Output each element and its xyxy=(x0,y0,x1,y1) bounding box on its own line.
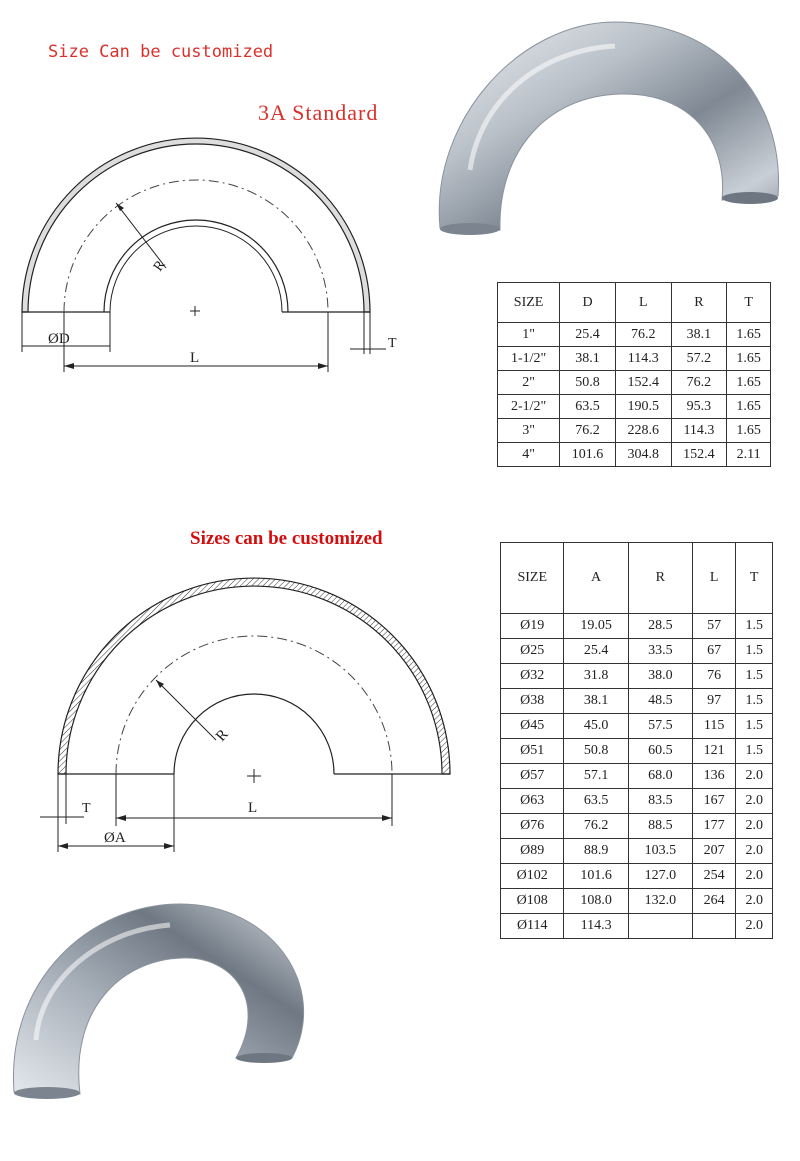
cell: 45.0 xyxy=(564,714,628,739)
cell: 25.4 xyxy=(564,639,628,664)
header-d: D xyxy=(560,283,616,323)
cell: 136 xyxy=(692,764,735,789)
table-row xyxy=(501,864,773,889)
cell: 38.1 xyxy=(671,323,727,347)
top-thickness-label: T xyxy=(388,336,397,351)
cell: 114.3 xyxy=(615,347,671,371)
cell: 114.3 xyxy=(564,914,628,939)
cell: 177 xyxy=(692,814,735,839)
table-row xyxy=(501,614,773,639)
table-row xyxy=(501,689,773,714)
cell: 63.5 xyxy=(560,395,616,419)
table-row xyxy=(498,395,771,419)
cell: 33.5 xyxy=(628,639,692,664)
table-row xyxy=(501,914,773,939)
cell: Ø76 xyxy=(501,814,564,839)
cell: 264 xyxy=(692,889,735,914)
header-t: T xyxy=(736,543,773,614)
cell: 1.65 xyxy=(727,347,771,371)
header-t: T xyxy=(727,283,771,323)
bottom-elbow-photo xyxy=(13,904,303,1099)
cell: 103.5 xyxy=(628,839,692,864)
cell: Ø63 xyxy=(501,789,564,814)
cell: 57.2 xyxy=(671,347,727,371)
top-elbow-photo xyxy=(439,22,778,235)
cell: 207 xyxy=(692,839,735,864)
cell: 101.6 xyxy=(560,443,616,467)
cell: 1.5 xyxy=(736,739,773,764)
cell: 1-1/2" xyxy=(498,347,560,371)
cell xyxy=(628,914,692,939)
cell: 4" xyxy=(498,443,560,467)
customize-note-top: Size Can be customized xyxy=(48,42,274,62)
cell: 1.65 xyxy=(727,371,771,395)
cell: 1.65 xyxy=(727,395,771,419)
cell: 254 xyxy=(692,864,735,889)
table-row xyxy=(501,789,773,814)
header-size: SIZE xyxy=(498,283,560,323)
table-row xyxy=(501,764,773,789)
cell: 1.65 xyxy=(727,419,771,443)
header-r: R xyxy=(628,543,692,614)
cell: 101.6 xyxy=(564,864,628,889)
cell: Ø38 xyxy=(501,689,564,714)
cell: 31.8 xyxy=(564,664,628,689)
table-row xyxy=(501,664,773,689)
cell: Ø102 xyxy=(501,864,564,889)
table-header-row xyxy=(501,543,773,614)
cell: 152.4 xyxy=(615,371,671,395)
cell: 152.4 xyxy=(671,443,727,467)
cell: 114.3 xyxy=(671,419,727,443)
cell: 108.0 xyxy=(564,889,628,914)
cell: 76.2 xyxy=(671,371,727,395)
cell: Ø114 xyxy=(501,914,564,939)
cell: 121 xyxy=(692,739,735,764)
cell: 38.1 xyxy=(560,347,616,371)
cell: Ø108 xyxy=(501,889,564,914)
cell: 132.0 xyxy=(628,889,692,914)
cell: Ø32 xyxy=(501,664,564,689)
top-radius-label: R xyxy=(150,258,169,275)
cell: 3" xyxy=(498,419,560,443)
cell: 68.0 xyxy=(628,764,692,789)
table-row xyxy=(498,419,771,443)
cell: 76.2 xyxy=(564,814,628,839)
customize-note-bottom: Sizes can be customized xyxy=(190,528,383,549)
standard-title: 3A Standard xyxy=(258,100,379,125)
bottom-radius-label: R xyxy=(213,726,232,745)
top-technical-drawing xyxy=(22,138,397,372)
cell: 88.9 xyxy=(564,839,628,864)
bottom-length-label: L xyxy=(248,800,258,816)
cell: 115 xyxy=(692,714,735,739)
cell: 2.0 xyxy=(736,914,773,939)
cell: 57.1 xyxy=(564,764,628,789)
cell: 304.8 xyxy=(615,443,671,467)
top-diameter-label: ØD xyxy=(48,331,70,347)
table-header-row xyxy=(498,283,771,323)
cell: Ø57 xyxy=(501,764,564,789)
cell: 83.5 xyxy=(628,789,692,814)
table-row xyxy=(498,443,771,467)
table-row xyxy=(498,347,771,371)
cell: 50.8 xyxy=(560,371,616,395)
cell: 1.5 xyxy=(736,714,773,739)
table-row xyxy=(498,371,771,395)
cell: 38.0 xyxy=(628,664,692,689)
top-length-label: L xyxy=(190,350,200,366)
table-row xyxy=(501,714,773,739)
cell: 190.5 xyxy=(615,395,671,419)
cell: 63.5 xyxy=(564,789,628,814)
cell: 97 xyxy=(692,689,735,714)
cell: 1.5 xyxy=(736,639,773,664)
cell: 2.0 xyxy=(736,864,773,889)
cell: 228.6 xyxy=(615,419,671,443)
cell: 1" xyxy=(498,323,560,347)
table-row xyxy=(501,839,773,864)
table-row xyxy=(501,814,773,839)
cell: 2.11 xyxy=(727,443,771,467)
cell: 50.8 xyxy=(564,739,628,764)
cell: 76.2 xyxy=(615,323,671,347)
cell: 1.5 xyxy=(736,689,773,714)
cell: 76 xyxy=(692,664,735,689)
cell: 1.65 xyxy=(727,323,771,347)
cell: 60.5 xyxy=(628,739,692,764)
cell: 2.0 xyxy=(736,764,773,789)
header-l: L xyxy=(615,283,671,323)
cell: 2-1/2" xyxy=(498,395,560,419)
header-a: A xyxy=(564,543,628,614)
bottom-technical-drawing xyxy=(40,578,450,852)
table-row xyxy=(501,639,773,664)
bottom-thickness-label: T xyxy=(82,801,91,816)
cell: 95.3 xyxy=(671,395,727,419)
bottom-diameter-label: ØA xyxy=(104,830,126,846)
header-size: SIZE xyxy=(501,543,564,614)
cell: 2.0 xyxy=(736,839,773,864)
cell: Ø89 xyxy=(501,839,564,864)
cell: 1.5 xyxy=(736,664,773,689)
cell: 25.4 xyxy=(560,323,616,347)
cell: 2.0 xyxy=(736,814,773,839)
cell: 2" xyxy=(498,371,560,395)
cell: Ø19 xyxy=(501,614,564,639)
table-row xyxy=(501,889,773,914)
spec-table-3a xyxy=(497,282,771,467)
cell: Ø51 xyxy=(501,739,564,764)
cell: 2.0 xyxy=(736,889,773,914)
cell xyxy=(692,914,735,939)
cell: 167 xyxy=(692,789,735,814)
header-l: L xyxy=(692,543,735,614)
spec-table-custom xyxy=(500,542,773,939)
table-row xyxy=(501,739,773,764)
cell: 38.1 xyxy=(564,689,628,714)
cell: 57 xyxy=(692,614,735,639)
cell: 1.5 xyxy=(736,614,773,639)
cell: 28.5 xyxy=(628,614,692,639)
header-r: R xyxy=(671,283,727,323)
cell: Ø25 xyxy=(501,639,564,664)
cell: 76.2 xyxy=(560,419,616,443)
cell: 48.5 xyxy=(628,689,692,714)
cell: 57.5 xyxy=(628,714,692,739)
cell: Ø45 xyxy=(501,714,564,739)
cell: 2.0 xyxy=(736,789,773,814)
cell: 67 xyxy=(692,639,735,664)
cell: 88.5 xyxy=(628,814,692,839)
cell: 127.0 xyxy=(628,864,692,889)
table-row xyxy=(498,323,771,347)
cell: 19.05 xyxy=(564,614,628,639)
